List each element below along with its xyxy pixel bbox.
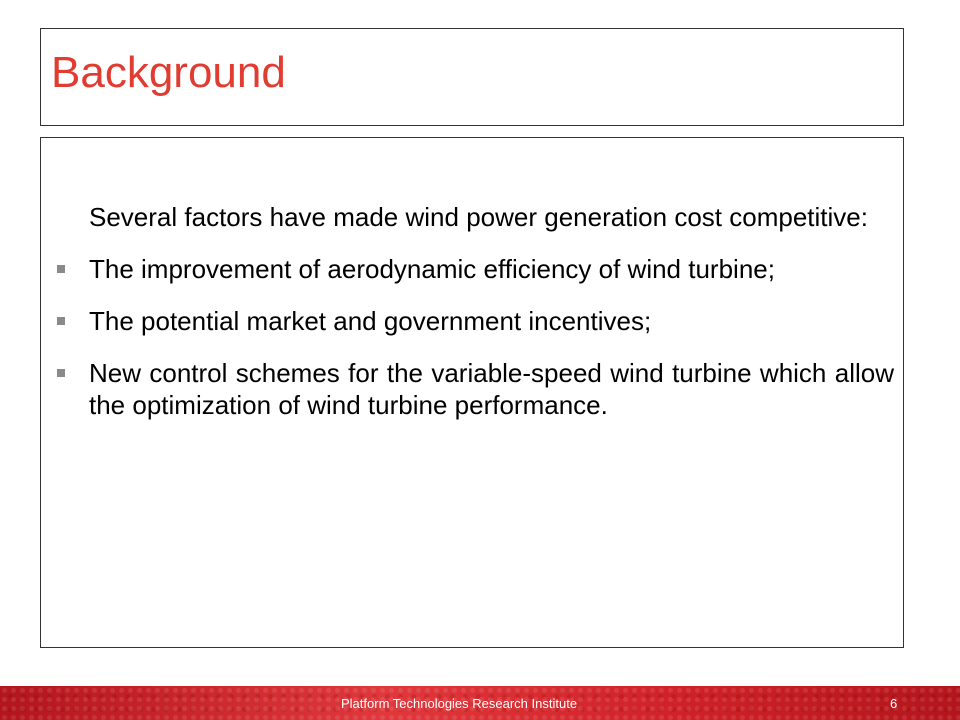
intro-text-label: Several factors have made wind power generation cost competitive: — [89, 202, 868, 232]
slide-title-box — [40, 28, 904, 126]
content-list — [89, 201, 894, 441]
intro-text — [89, 201, 894, 233]
footer-institute: Platform Technologies Research Institute — [341, 696, 578, 711]
bullet-text: New control schemes for the variable-speed wind turbine which allow the optimization of wind turbine performance. — [89, 358, 894, 420]
bullet-item — [89, 357, 894, 421]
bullet-text: The improvement of aerodynamic efficiency of wind turbine; — [89, 254, 775, 284]
footer-band — [0, 686, 960, 720]
slide-title: Background — [51, 48, 286, 97]
bullet-item — [89, 305, 894, 337]
bullet-text: The potential market and government incentives; — [89, 306, 652, 336]
page-number: 6 — [890, 696, 898, 711]
square-bullet-icon — [57, 265, 65, 273]
slide-content-box — [40, 137, 904, 648]
bullet-item — [89, 253, 894, 285]
square-bullet-icon — [57, 317, 65, 325]
square-bullet-icon — [57, 369, 65, 377]
